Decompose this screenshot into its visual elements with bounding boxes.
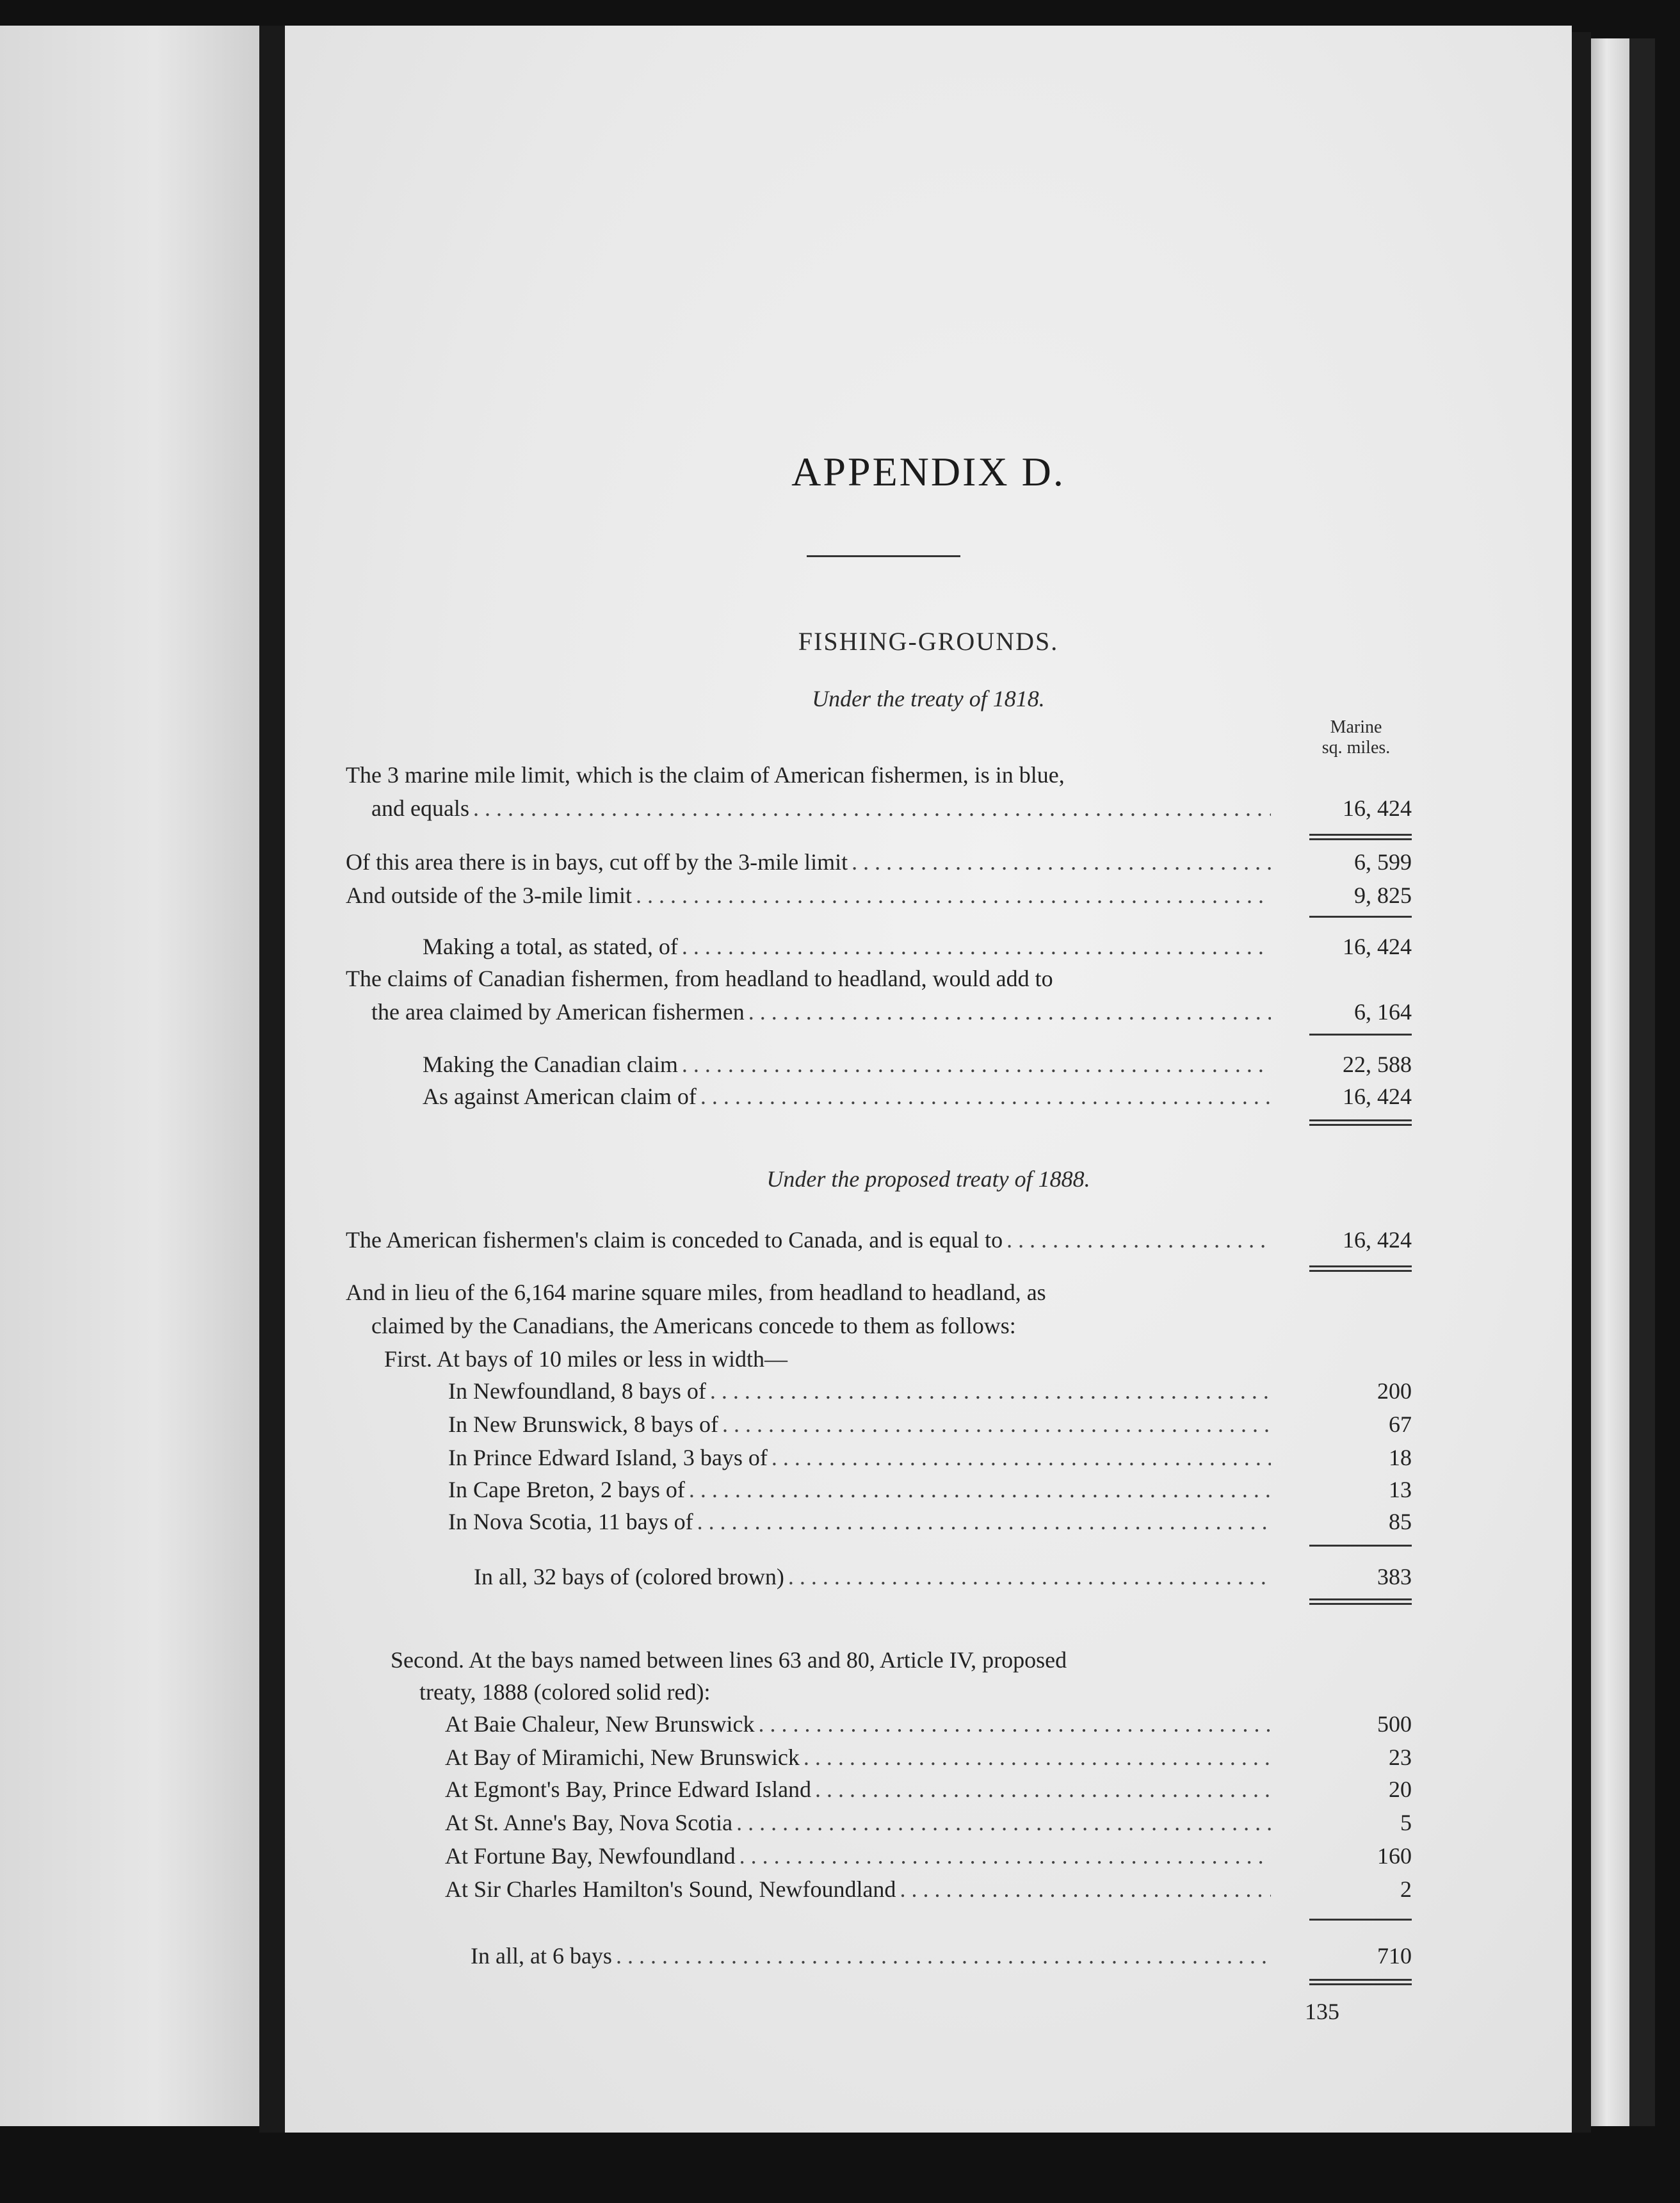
- first-item-label: In Newfoundland, 8 bays of: [448, 1378, 706, 1404]
- document-page: [285, 26, 1572, 2133]
- second-item-row: [445, 1874, 1271, 1905]
- second-item-row: [445, 1774, 1271, 1805]
- outside-row: [346, 880, 1271, 911]
- first-item-label: In Cape Breton, 2 bays of: [448, 1477, 685, 1502]
- second-total-label: In all, at 6 bays: [471, 1943, 612, 1969]
- double-rule: [1309, 1119, 1412, 1126]
- second-item-value: 160: [1377, 1843, 1412, 1869]
- first-item-value: 67: [1389, 1411, 1412, 1437]
- conceded-row: [346, 1224, 1271, 1255]
- first-heading: First. At bays of 10 miles or less in width—: [384, 1346, 788, 1372]
- first-item-row: [448, 1409, 1271, 1440]
- page-edge-shadow: [1572, 32, 1591, 2133]
- subheading-1888: Under the proposed treaty of 1888.: [766, 1166, 1090, 1192]
- book-gutter: [259, 26, 285, 2133]
- sum-rule: [1309, 1919, 1412, 1921]
- limit-value: 16, 424: [1343, 795, 1412, 821]
- first-item-row: [448, 1474, 1271, 1505]
- column-header: [1295, 717, 1417, 758]
- page-title: APPENDIX D.: [791, 449, 1065, 494]
- second-item-label: At Baie Chaleur, New Brunswick: [445, 1711, 755, 1737]
- second-item-label: At Egmont's Bay, Prince Edward Island: [445, 1776, 812, 1802]
- second-total-row: [471, 1940, 1271, 1971]
- first-item-row: [448, 1506, 1271, 1537]
- limit-label: and equals: [371, 795, 469, 821]
- conceded-label: The American fishermen's claim is conceded to Canada, and is equal to: [346, 1227, 1003, 1253]
- title-rule: [807, 555, 960, 557]
- section-heading: FISHING-GROUNDS.: [798, 627, 1059, 656]
- facing-page: [0, 26, 259, 2126]
- sum-rule: [1309, 916, 1412, 918]
- first-item-label: In Nova Scotia, 11 bays of: [448, 1509, 693, 1534]
- bays-label: Of this area there is in bays, cut off by the 3-mile limit: [346, 849, 848, 875]
- second-item-value: 2: [1400, 1876, 1412, 1902]
- claims-value: 6, 164: [1354, 999, 1412, 1025]
- limit-line1: The 3 marine mile limit, which is the claim of American fishermen, is in blue,: [346, 762, 1065, 788]
- lieu-line2: claimed by the Canadians, the Americans concede to them as follows:: [371, 1313, 1016, 1338]
- first-item-value: 200: [1377, 1378, 1412, 1404]
- double-rule: [1309, 834, 1412, 840]
- second-item-label: At Fortune Bay, Newfoundland: [445, 1843, 736, 1869]
- total-row: [423, 931, 1271, 962]
- page-edge-dark: [1629, 38, 1655, 2126]
- first-item-value: 85: [1389, 1509, 1412, 1534]
- second-item-value: 23: [1389, 1744, 1412, 1770]
- claims-row: [371, 996, 1271, 1027]
- double-rule: [1309, 1265, 1412, 1272]
- first-item-value: 18: [1389, 1445, 1412, 1470]
- outside-value: 9, 825: [1354, 882, 1412, 908]
- first-item-row: [448, 1376, 1271, 1406]
- subheading-1818: Under the treaty of 1818.: [812, 686, 1045, 711]
- canadian-claim-value: 22, 588: [1343, 1052, 1412, 1077]
- limit-row: [371, 793, 1271, 824]
- page-number: 135: [1305, 1999, 1339, 2024]
- bays-value: 6, 599: [1354, 849, 1412, 875]
- american-claim-label: As against American claim of: [423, 1084, 697, 1109]
- first-item-label: In Prince Edward Island, 3 bays of: [448, 1445, 768, 1470]
- second-item-label: At St. Anne's Bay, Nova Scotia: [445, 1810, 733, 1835]
- total-label: Making a total, as stated, of: [423, 934, 678, 959]
- first-item-value: 13: [1389, 1477, 1412, 1502]
- american-claim-row: [423, 1081, 1271, 1112]
- american-claim-value: 16, 424: [1343, 1084, 1412, 1109]
- page-edge: [1591, 38, 1629, 2126]
- second-item-value: 5: [1400, 1810, 1412, 1835]
- second-item-label: At Sir Charles Hamilton's Sound, Newfoundland: [445, 1876, 896, 1902]
- second-item-row: [445, 1841, 1271, 1871]
- conceded-value: 16, 424: [1343, 1227, 1412, 1253]
- second-total-value: 710: [1377, 1943, 1412, 1969]
- first-total-row: [474, 1561, 1271, 1592]
- second-line2: treaty, 1888 (colored solid red):: [419, 1679, 711, 1705]
- claims-line1: The claims of Canadian fishermen, from headland to headland, would add to: [346, 966, 1053, 991]
- claims-label: the area claimed by American fishermen: [371, 999, 745, 1025]
- lieu-line1: And in lieu of the 6,164 marine square miles, from headland to headland, as: [346, 1280, 1046, 1305]
- second-item-row: [445, 1742, 1271, 1773]
- outside-label: And outside of the 3-mile limit: [346, 882, 632, 908]
- second-item-row: [445, 1709, 1271, 1739]
- first-item-row: [448, 1442, 1271, 1473]
- double-rule: [1309, 1979, 1412, 1985]
- second-line1: Second. At the bays named between lines 63 and 80, Article IV, proposed: [391, 1647, 1067, 1673]
- canadian-claim-row: [423, 1049, 1271, 1080]
- sum-rule: [1309, 1545, 1412, 1547]
- first-total-value: 383: [1377, 1564, 1412, 1589]
- total-value: 16, 424: [1343, 934, 1412, 959]
- double-rule: [1309, 1598, 1412, 1605]
- sum-rule: [1309, 1034, 1412, 1036]
- first-total-label: In all, 32 bays of (colored brown): [474, 1564, 784, 1589]
- first-item-label: In New Brunswick, 8 bays of: [448, 1411, 718, 1437]
- second-item-label: At Bay of Miramichi, New Brunswick: [445, 1744, 800, 1770]
- bays-row: [346, 847, 1271, 877]
- column-header-line2: sq. miles.: [1321, 738, 1391, 758]
- canadian-claim-label: Making the Canadian claim: [423, 1052, 678, 1077]
- column-header-line1: Marine: [1330, 717, 1382, 737]
- second-item-value: 20: [1389, 1776, 1412, 1802]
- second-item-value: 500: [1377, 1711, 1412, 1737]
- second-item-row: [445, 1807, 1271, 1838]
